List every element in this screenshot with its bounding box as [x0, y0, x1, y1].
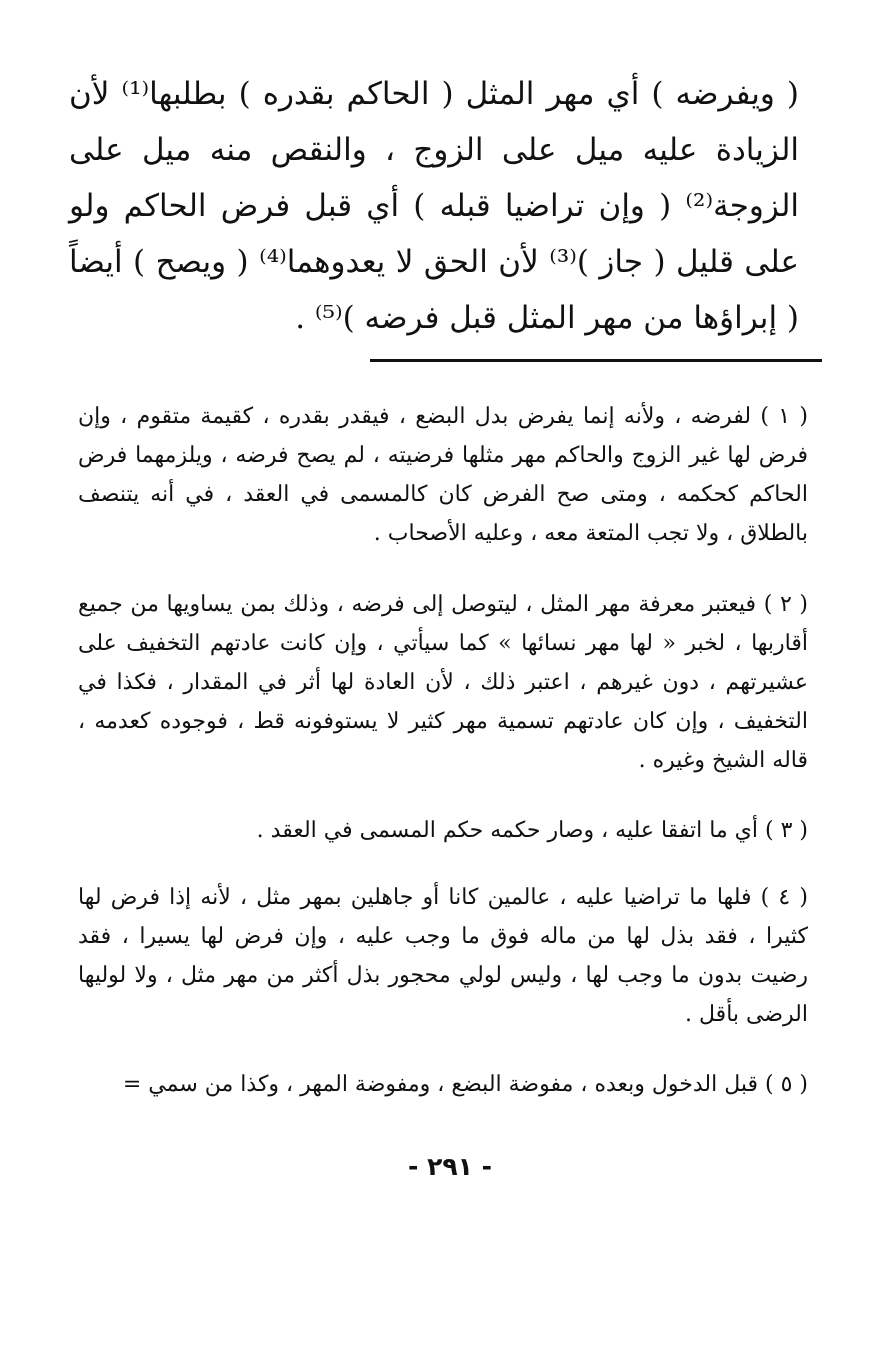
main-text-block — [69, 66, 799, 346]
footnote-4: ( ٤ ) فلها ما تراضيا عليه ، عالمين كانا أو جاهلين بمهر مثل ، لأنه إذا فرض لها كثيرا ، فقد بذل لها من ماله فوق ما وجب عليه ، وإن فرض لها يسيرا ، فقد رضيت بدون ما وجب لها ، وليس لولي محجور بذل أكثر من مهر مثل ، ولا لوليها الرضى بأقل . — [78, 885, 808, 1027]
footnotes-section — [78, 397, 808, 1104]
footnote-1: ( ١ ) لفرضه ، ولأنه إنما يفرض بدل البضع ، فيقدر بقدره ، كقيمة متقوم ، وإن فرض لها غير الزوج والحاكم مهر مثلها فرضيته ، لم يصح فرضه ، ويلزمهما فرض الحاكم كحكمه ، ومتى صح الفرض كان كالمسمى في العقد ، في أنه يتنصف بالطلاق ، ولا تجب المتعة معه ، وعليه الأصحاب . — [78, 404, 808, 546]
footnote-separator — [370, 359, 822, 362]
page-number: - ٢٩١ - — [408, 1152, 492, 1181]
main-paragraph: ( ويفرضه ) أي مهر المثل ( الحاكم بقدره ) بطلبها⁽¹⁾ لأن الزيادة عليه ميل على الزوج ، والنقص منه ميل على الزوجة⁽²⁾ ( وإن تراضيا قبله ) أي قبل فرض الحاكم ولو على قليل ( جاز )⁽³⁾ لأن الحق لا يعدوهما⁽⁴⁾ ( ويصح ) أيضاً ( إبراؤها من مهر المثل قبل فرضه )⁽⁵⁾ . — [69, 76, 800, 336]
footnote-5: ( ٥ ) قبل الدخول وبعده ، مفوضة البضع ، ومفوضة المهر ، وكذا من سمي = — [122, 1072, 808, 1097]
footnote-2: ( ٢ ) فيعتبر معرفة مهر المثل ، ليتوصل إلى فرضه ، وذلك بمن يساويها من جميع أقاربها ، لخبر « لها مهر نسائها » كما سيأتي ، وإن كانت عادتهم التخفيف على عشيرتهم ، دون غيرهم ، اعتبر ذلك ، لأن العادة لها أثر في المقدار ، فكذا في التخفيف ، وإن كان عادتهم تسمية مهر كثير لا يستوفونه قط ، فوجوده كعدمه ، قاله الشيخ وغيره . — [78, 592, 808, 773]
footnote-3: ( ٣ ) أي ما اتفقا عليه ، وصار حكمه حكم المسمى في العقد . — [256, 818, 808, 843]
